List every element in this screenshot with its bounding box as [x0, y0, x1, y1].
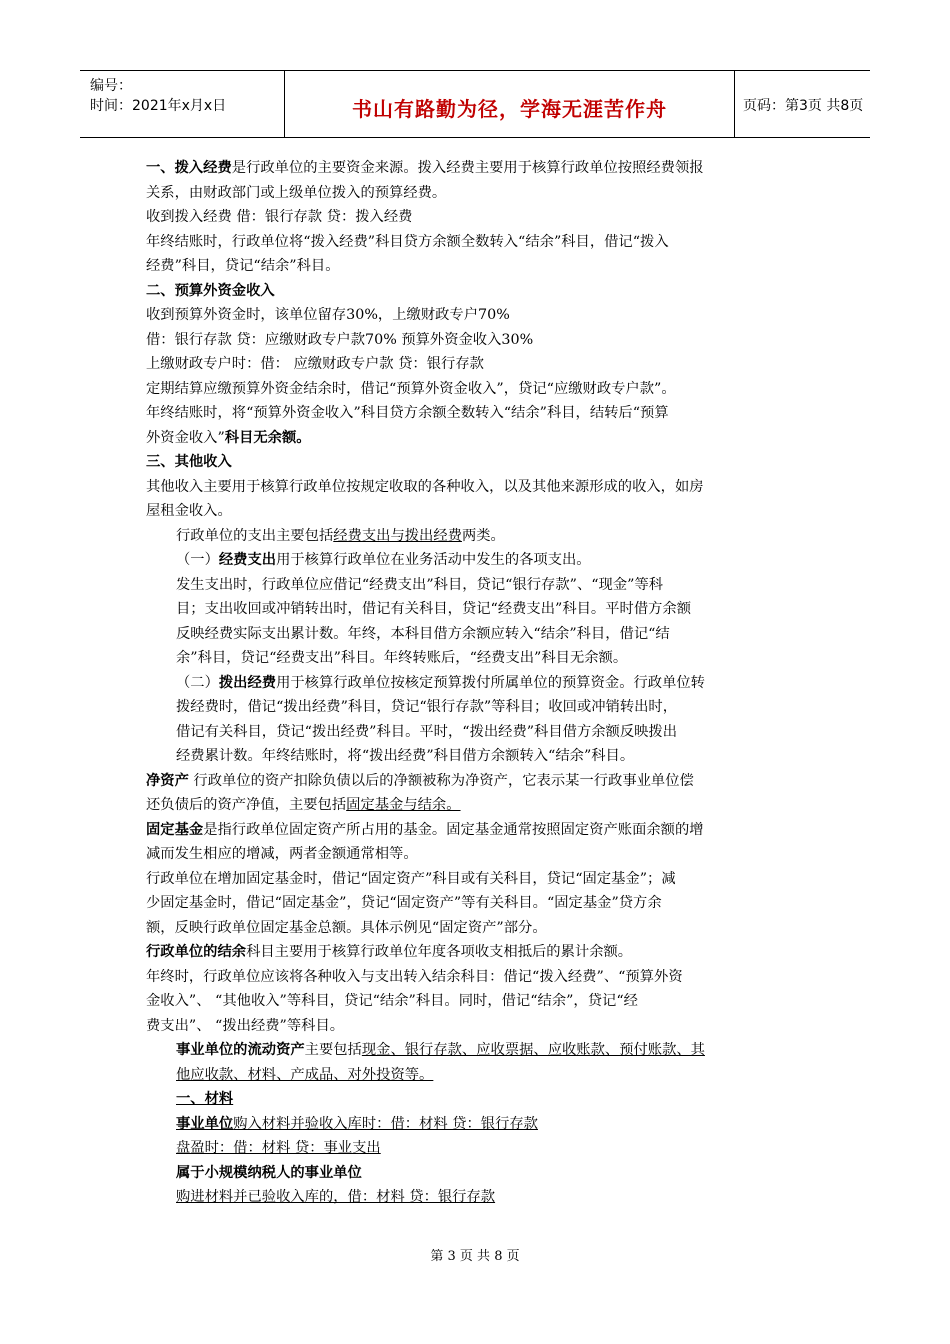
line-text: 主要包括 — [304, 1042, 362, 1058]
text-line — [146, 793, 806, 818]
line-text: 行政单位在增加固定基金时，借记“固定资产”科目或有关科目，贷记“固定基金”；减 — [146, 870, 676, 887]
header-info-cell — [80, 71, 285, 137]
line-text: 拨经费时，借记“拨出经费”科目，贷记“银行存款”等科目；收回或冲销转出时， — [176, 699, 678, 715]
bold-term: 属于小规模纳税人的事业单位 — [176, 1164, 362, 1181]
line-text: 屋租金收入。 — [146, 503, 232, 519]
text-line — [146, 1112, 806, 1137]
text-line — [146, 524, 806, 549]
line-text: 用于核算行政单位在业务活动中发生的各项支出。 — [276, 552, 591, 568]
line-text: 余”科目，贷记“经费支出”科目。年终转账后，“经费支出”科目无余额。 — [176, 650, 628, 666]
text-line — [146, 426, 806, 451]
line-text: 年终结账时，行政单位将“拨入经费”科目贷方余额全数转入“结余”科目，借记“拨入 — [146, 233, 669, 250]
line-text: 年终结账时，将“预算外资金收入”科目贷方余额全数转入“结余”科目，结转后“预算 — [146, 405, 669, 421]
line-text: 用于核算行政单位按核定预算拨付所属单位的预算资金。行政单位转 — [276, 674, 705, 691]
text-line — [146, 965, 806, 990]
text-line — [146, 573, 806, 598]
text-line — [146, 1136, 806, 1161]
line-text: 行政单位的资产扣除负债以后的净额被称为净资产，它表示某一行政事业单位偿 — [188, 772, 694, 789]
text-line — [146, 818, 806, 843]
document-body — [146, 156, 806, 1210]
text-line — [146, 279, 806, 304]
code-label: 编号： — [90, 78, 132, 94]
text-line — [146, 548, 806, 573]
time-label: 时间：2021年x月x日 — [90, 98, 227, 114]
text-line — [146, 205, 806, 230]
bold-term: 拨出经费 — [218, 674, 277, 691]
line-text: 是指行政单位固定资产所占用的基金。固定基金通常按照固定资产账面余额的增 — [203, 821, 704, 838]
text-line — [146, 377, 806, 402]
text-line — [146, 328, 806, 353]
bold-term: 一、拨入经费 — [146, 160, 232, 176]
text-line — [146, 475, 806, 500]
line-text: 收到预算外资金时，该单位留存30%，上缴财政专户70% — [146, 307, 510, 323]
text-line — [146, 695, 806, 720]
text-line — [146, 230, 806, 255]
line-text: 额，反映行政单位固定基金总额。具体示例见“固定资产”部分。 — [146, 919, 547, 936]
bold-term: 经费支出 — [218, 552, 277, 568]
text-line — [146, 303, 806, 328]
motto-text: 书山有路勤为径，学海无涯苦作舟 — [352, 97, 667, 121]
text-line — [146, 989, 806, 1014]
line-text: 目；支出收回或冲销转出时，借记有关科目，贷记“经费支出”科目。平时借方余额 — [176, 601, 692, 617]
bold-term: 事业单位的流动资产 — [176, 1042, 305, 1058]
header-motto-cell — [285, 71, 735, 137]
text-line — [146, 401, 806, 426]
text-line — [146, 1087, 806, 1112]
underlined-heading: 事业单位 — [176, 1115, 234, 1132]
text-line — [146, 1185, 806, 1210]
line-text: 收到拨入经费 借：银行存款 贷：拨入经费 — [146, 209, 413, 225]
line-text: 上缴财政专户时：借： 应缴财政专户款 贷：银行存款 — [146, 356, 484, 372]
text-line — [146, 254, 806, 279]
text-line — [146, 744, 806, 769]
text-line — [146, 891, 806, 916]
line-text: 经费累计数。年终结账时，将“拨出经费”科目借方余额转入“结余”科目。 — [176, 748, 635, 764]
text-line — [146, 720, 806, 745]
line-text: 外资金收入” — [146, 429, 225, 446]
line-text: 减而发生相应的增减，两者金额通常相等。 — [146, 846, 418, 862]
underlined-heading: 一、材料 — [176, 1091, 234, 1107]
text-line — [146, 450, 806, 475]
page-number-label: 页码：第3页 共8页 — [743, 98, 864, 114]
text-line — [146, 916, 806, 941]
line-text: 行政单位的支出主要包括 — [176, 527, 334, 544]
line-text: 其他收入主要用于核算行政单位按规定收取的各种收入，以及其他来源形成的收入，如房 — [146, 478, 704, 495]
line-text: （一） — [176, 552, 219, 568]
underlined-text: 盘盈时：借：材料 贷：事业支出 — [176, 1140, 381, 1156]
text-line — [146, 940, 806, 965]
underlined-text: 固定基金与结余。 — [346, 797, 461, 813]
text-line — [146, 1063, 806, 1088]
text-line — [146, 671, 806, 696]
text-line — [146, 1014, 806, 1039]
text-line — [146, 499, 806, 524]
line-text: 金收入”、 “其他收入”等科目，贷记“结余”科目。同时，借记“结余”，贷记“经 — [146, 993, 638, 1009]
underlined-text: 现金、银行存款、应收票据、应收账款、预付账款、其 — [361, 1042, 705, 1058]
header-page-cell — [735, 71, 870, 137]
line-text: 费支出”、 “拨出经费”等科目。 — [146, 1017, 345, 1034]
text-line — [146, 867, 806, 892]
text-line — [146, 156, 806, 181]
line-text: （二） — [176, 674, 219, 691]
underlined-text: 购进材料并已验收入库的，借：材料 贷：银行存款 — [176, 1189, 496, 1205]
text-line — [146, 597, 806, 622]
line-text: 反映经费实际支出累计数。年终，本科目借方余额应转入“结余”科目，借记“结 — [176, 625, 670, 642]
bold-term: 行政单位的结余 — [146, 944, 247, 960]
underlined-text: 经费支出与拨出经费 — [333, 527, 462, 544]
text-line — [146, 842, 806, 867]
underlined-text: 他应收款、材料、产成品、对外投资等。 — [176, 1066, 434, 1083]
text-line — [146, 769, 806, 794]
bold-term: 三、其他收入 — [146, 454, 232, 470]
line-text: 少固定基金时，借记“固定基金”，贷记“固定资产”等有关科目。“固定基金”贷方余 — [146, 895, 662, 911]
text-line — [146, 622, 806, 647]
text-line — [146, 646, 806, 671]
text-line — [146, 1161, 806, 1186]
line-text: 定期结算应缴预算外资金结余时，借记“预算外资金收入”，贷记“应缴财政专户款”。 — [146, 380, 676, 397]
page-header — [80, 70, 870, 138]
page-footer: 第 3 页 共 8 页 — [430, 1249, 520, 1264]
line-text: 年终时，行政单位应该将各种收入与支出转入结余科目：借记“拨入经费”、“预算外资 — [146, 968, 683, 985]
line-text: 是行政单位的主要资金来源。拨入经费主要用于核算行政单位按照经费领报 — [231, 160, 704, 176]
text-line — [146, 352, 806, 377]
line-text: 两类。 — [461, 527, 505, 544]
line-text: 经费”科目，贷记“结余”科目。 — [146, 258, 340, 274]
line-text: 科目主要用于核算行政单位年度各项收支相抵后的累计余额。 — [246, 944, 633, 960]
line-text: 发生支出时，行政单位应借记“经费支出”科目，贷记“银行存款”、“现金”等科 — [176, 576, 664, 593]
bold-term: 二、预算外资金收入 — [146, 282, 275, 299]
bold-term: 固定基金 — [146, 821, 204, 838]
line-text: 还负债后的资产净值，主要包括 — [146, 797, 347, 813]
bold-term: 净资产 — [146, 772, 189, 789]
text-line — [146, 181, 806, 206]
line-text: 借记有关科目，贷记“拨出经费”科目。平时，“拨出经费”科目借方余额反映拨出 — [176, 723, 678, 740]
text-line — [146, 1038, 806, 1063]
line-text: 关系，由财政部门或上级单位拨入的预算经费。 — [146, 184, 447, 201]
line-text: 借：银行存款 贷：应缴财政专户款70% 预算外资金收入30% — [146, 331, 534, 348]
bold-term: 科目无余额。 — [224, 429, 311, 446]
underlined-text: 购入材料并验收入库时：借：材料 贷：银行存款 — [233, 1115, 538, 1132]
